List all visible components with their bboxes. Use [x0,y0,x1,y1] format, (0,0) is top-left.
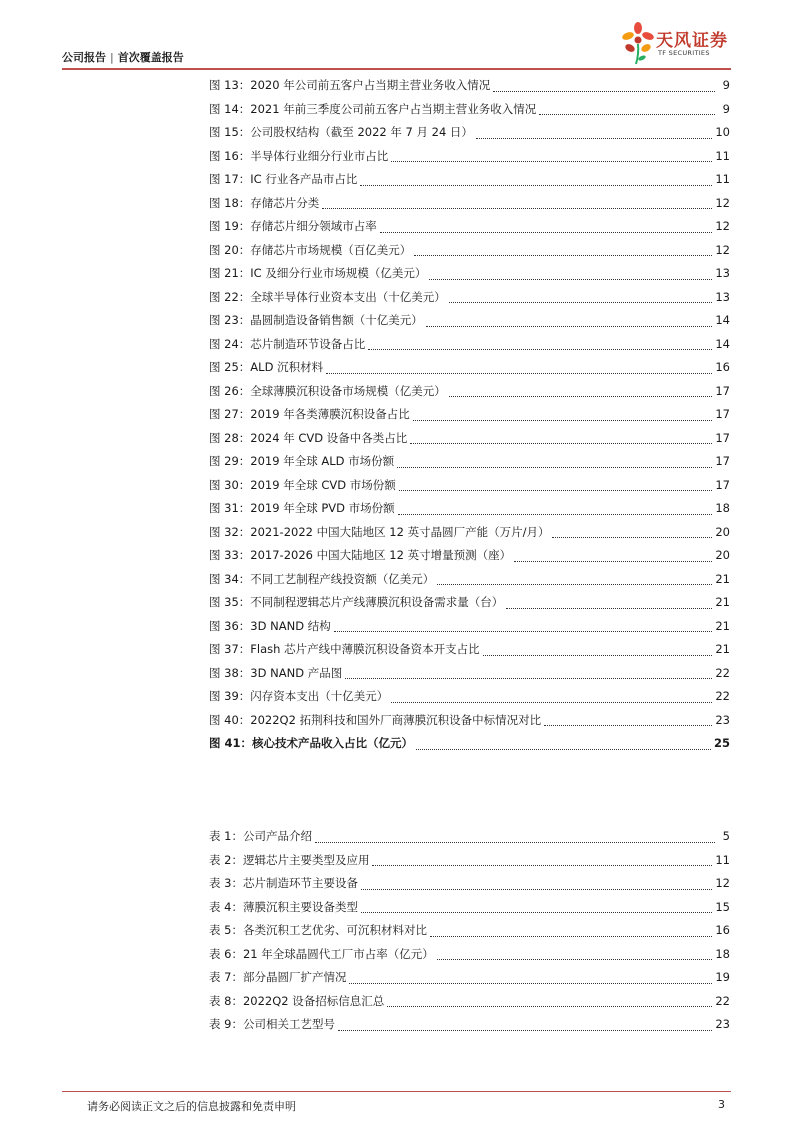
footer-disclaimer: 请务必阅读正文之后的信息披露和免责申明 [87,1100,296,1113]
toc-entry-page: 21 [715,642,730,656]
toc-leader-dots [544,724,712,726]
toc-entry-label: 图 37：Flash 芯片产线中薄膜沉积设备资本开支占比 [209,642,480,656]
toc-entry[interactable] [209,309,730,333]
toc-leader-dots [449,395,713,397]
toc-entry-label: 表 3：芯片制造环节主要设备 [209,876,358,890]
toc-entry-page: 12 [715,195,730,210]
toc-leader-dots [429,278,712,280]
toc-entry-label: 图 16：半导体行业细分行业市占比 [209,148,389,163]
toc-entry[interactable] [209,262,730,286]
toc-entry-page: 18 [715,946,730,961]
toc-entry-page: 9 [722,101,730,116]
toc-entry-page: 5 [722,829,730,843]
toc-entry-label: 图 32：2021-2022 中国大陆地区 12 英寸晶圆厂产能（万片/月） [209,524,550,539]
toc-entry[interactable] [209,521,730,545]
toc-entry-page: 22 [715,993,730,1008]
toc-leader-dots [397,466,712,468]
toc-entry-label: 图 26：全球薄膜沉积设备市场规模（亿美元） [209,383,446,398]
toc-entry[interactable] [209,919,730,943]
tf-securities-logo [620,20,732,68]
toc-entry[interactable] [209,825,730,849]
toc-entry-label: 表 2：逻辑芯片主要类型及应用 [209,852,370,867]
toc-leader-dots [413,419,713,421]
toc-entry-page: 10 [715,125,730,139]
toc-entry-page: 12 [715,876,730,890]
toc-entry-page: 17 [715,454,730,468]
toc-entry-label: 表 6：21 年全球晶圆代工厂市占率（亿元） [209,946,434,961]
toc-leader-dots [380,231,713,233]
toc-leader-dots [476,137,712,139]
toc-entry-label: 图 36：3D NAND 结构 [209,618,331,633]
toc-entry[interactable] [209,709,730,733]
toc-entry-page: 18 [715,501,730,515]
toc-entry-page: 11 [715,852,730,867]
toc-entry-page: 23 [715,712,730,727]
toc-entry-label: 图 13：2020 年公司前五客户占当期主营业务收入情况 [209,78,491,92]
toc-entry-label: 图 41：核心技术产品收入占比（亿元） [209,736,414,750]
toc-entry-label: 图 20：存储芯片市场规模（百亿美元） [209,242,412,257]
toc-entry[interactable] [209,474,730,498]
toc-entry[interactable] [209,380,730,404]
toc-entry[interactable] [209,662,730,686]
toc-entry[interactable] [209,1013,730,1037]
toc-entry-page: 17 [715,383,730,398]
toc-entry-page: 12 [715,219,730,233]
toc-entry-page: 14 [715,336,730,351]
toc-leader-dots [360,184,712,186]
toc-entry[interactable] [209,403,730,427]
toc-entry[interactable] [209,239,730,263]
toc-leader-dots [416,748,711,750]
toc-entry-label: 图 15：公司股权结构（截至 2022 年 7 月 24 日） [209,125,473,139]
toc-leader-dots [539,113,715,115]
toc-entry-page: 19 [715,970,730,984]
toc-entry-label: 图 33：2017-2026 中国大陆地区 12 英寸增量预测（座） [209,548,512,562]
toc-leader-dots [372,864,712,866]
toc-leader-dots [391,701,712,703]
logo-name-en: TF SECURITIES [658,49,710,57]
toc-entry-page: 17 [715,477,730,492]
toc-entry-page: 17 [715,407,730,421]
toc-entry[interactable] [209,943,730,967]
toc-entry[interactable] [209,192,730,216]
toc-entry[interactable] [209,497,730,521]
toc-entry-page: 17 [715,430,730,445]
toc-entry-page: 20 [715,548,730,562]
logo-name-cn: 天风证券 [656,31,728,51]
toc-leader-dots [345,677,712,679]
toc-entry-page: 11 [715,172,730,186]
toc-entry-page: 21 [715,618,730,633]
toc-entry[interactable] [209,427,730,451]
toc-entry[interactable] [209,333,730,357]
toc-entry[interactable] [209,896,730,920]
toc-entry-page: 11 [715,148,730,163]
toc-entry-page: 15 [715,899,730,914]
toc-leader-dots [326,372,712,374]
toc-leader-dots [414,254,712,256]
footer-divider [62,1091,731,1092]
toc-leader-dots [552,536,712,538]
toc-entry[interactable] [209,990,730,1014]
toc-leader-dots [437,583,712,585]
report-type: 公司报告 [62,51,106,64]
toc-entry-label: 图 14：2021 年前三季度公司前五客户占当期主营业务收入情况 [209,101,537,116]
toc-entry[interactable] [209,615,730,639]
toc-entry-label: 图 17：IC 行业各产品市占比 [209,172,358,186]
toc-leader-dots [437,958,713,960]
toc-entry-label: 图 21：IC 及细分行业市场规模（亿美元） [209,266,427,280]
toc-entry[interactable] [209,685,730,709]
toc-leader-dots [483,654,713,656]
toc-entry-page: 21 [715,595,730,609]
header-divider [62,68,731,70]
toc-leader-dots [430,935,712,937]
toc-entry-label: 图 22：全球半导体行业资本支出（十亿美元） [209,289,446,304]
toc-leader-dots [398,513,713,515]
toc-entry-page: 22 [715,665,730,680]
toc-entry-label: 图 24：芯片制造环节设备占比 [209,336,366,351]
toc-entry-label: 图 18：存储芯片分类 [209,195,320,210]
toc-entry[interactable] [209,849,730,873]
toc-entry[interactable] [209,168,730,192]
toc-entry-label: 图 35：不同制程逻辑芯片产线薄膜沉积设备需求量（台） [209,595,504,609]
toc-entry-label: 图 29：2019 年全球 ALD 市场份额 [209,454,395,468]
toc-leader-dots [315,841,715,843]
toc-entry-label: 图 25：ALD 沉积材料 [209,360,324,374]
toc-entry-page: 13 [715,266,730,280]
toc-entry-label: 图 38：3D NAND 产品图 [209,665,343,680]
toc-leader-dots [399,489,713,491]
toc-leader-dots [506,607,712,609]
toc-entry-page: 20 [715,524,730,539]
toc-leader-dots [391,160,712,162]
toc-entry-label: 图 19：存储芯片细分领域市占率 [209,219,377,233]
toc-entry-label: 表 7：部分晶圆厂扩产情况 [209,970,347,984]
toc-leader-dots [426,325,713,327]
toc-entry-label: 图 39：闪存资本支出（十亿美元） [209,689,389,703]
header-separator: | [110,51,114,64]
toc-entry[interactable] [209,872,730,896]
report-header [62,49,184,65]
toc-leader-dots [338,1029,712,1031]
toc-entry-page: 23 [715,1017,730,1031]
toc-entry-label: 表 5：各类沉积工艺优劣、可沉积材料对比 [209,923,427,937]
toc-entry[interactable] [209,121,730,145]
toc-entry-label: 表 4：薄膜沉积主要设备类型 [209,899,358,914]
toc-entry[interactable] [209,544,730,568]
toc-leader-dots [322,207,712,209]
toc-entry-page: 12 [715,242,730,257]
toc-leader-dots [368,348,712,350]
toc-entry[interactable] [209,98,730,122]
toc-entry-page: 22 [715,689,730,703]
toc-entry-label: 表 1：公司产品介绍 [209,829,312,843]
toc-entry-label: 图 27：2019 年各类薄膜沉积设备占比 [209,407,410,421]
toc-entry[interactable] [209,356,730,380]
toc-entry-page: 14 [715,313,730,327]
toc-entry-label: 图 23：晶圆制造设备销售额（十亿美元） [209,313,423,327]
toc-leader-dots [449,301,713,303]
toc-entry[interactable] [209,591,730,615]
toc-entry-page: 9 [722,78,730,92]
toc-entry-label: 表 9：公司相关工艺型号 [209,1017,335,1031]
toc-leader-dots [349,982,712,984]
toc-leader-dots [514,560,712,562]
toc-entry-label: 图 31：2019 年全球 PVD 市场份额 [209,501,395,515]
figure-list [209,74,730,756]
toc-entry-page: 16 [715,923,730,937]
toc-entry-page: 13 [715,289,730,304]
toc-leader-dots [410,442,712,444]
toc-entry-label: 表 8：2022Q2 设备招标信息汇总 [209,993,385,1008]
page-number: 3 [718,1098,725,1111]
toc-entry-label: 图 34：不同工艺制程产线投资额（亿美元） [209,571,435,586]
toc-entry[interactable] [209,966,730,990]
toc-entry-page: 16 [715,360,730,374]
table-list [209,825,730,1037]
toc-entry-page: 21 [715,571,730,586]
tf-flower-logo-icon [620,20,656,66]
toc-entry[interactable] [209,568,730,592]
toc-entry-label: 图 30：2019 年全球 CVD 市场份额 [209,477,396,492]
toc-leader-dots [493,90,715,92]
report-subtype: 首次覆盖报告 [117,51,184,64]
toc-entry[interactable] [209,74,730,98]
toc-entry-page: 25 [713,736,730,750]
toc-leader-dots [387,1005,712,1007]
toc-entry-label: 图 40：2022Q2 拓荆科技和国外厂商薄膜沉积设备中标情况对比 [209,712,542,727]
toc-entry[interactable] [209,145,730,169]
toc-leader-dots [361,888,712,890]
toc-entry[interactable] [209,286,730,310]
toc-leader-dots [334,630,713,632]
toc-entry[interactable] [209,638,730,662]
toc-entry[interactable] [209,450,730,474]
toc-entry[interactable] [209,732,730,756]
toc-entry-label: 图 28：2024 年 CVD 设备中各类占比 [209,430,408,445]
toc-leader-dots [361,911,712,913]
toc-entry[interactable] [209,215,730,239]
